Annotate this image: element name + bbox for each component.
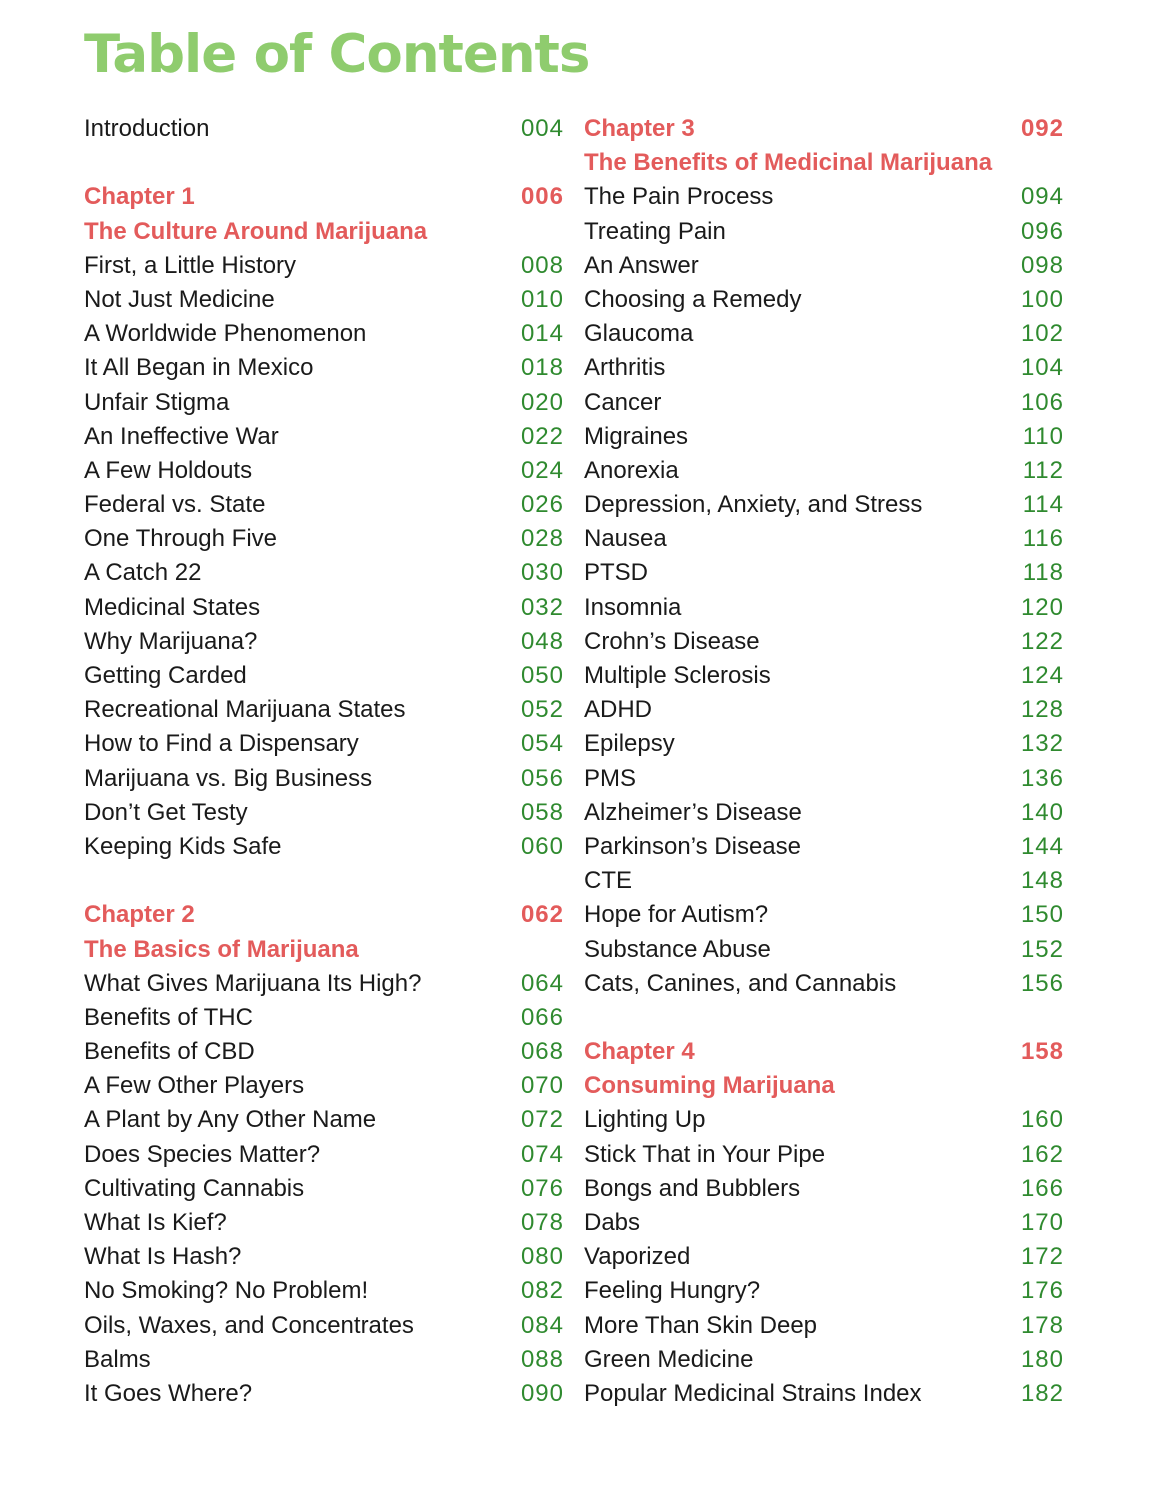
entry-title: What Is Kief?: [84, 1209, 227, 1236]
entry-title: It Goes Where?: [84, 1379, 253, 1407]
toc-entry: [584, 625, 1064, 659]
section-spacer: [584, 1001, 1064, 1035]
page-number: 176: [1020, 1277, 1064, 1305]
page-number: 048: [520, 627, 564, 655]
toc-entry: [584, 1377, 1064, 1411]
page-number: 118: [1022, 559, 1064, 587]
toc-entry: [584, 727, 1064, 761]
page-number: 076: [520, 1174, 564, 1202]
page-number: 128: [1020, 696, 1064, 724]
chapter-heading: [84, 180, 564, 214]
entry-title: The Pain Process: [584, 183, 774, 211]
page-number: 080: [520, 1243, 564, 1271]
page-number: 100: [1020, 285, 1064, 313]
entry-title: Crohn’s Disease: [584, 627, 760, 655]
chapter-label: Chapter 1: [84, 183, 195, 211]
toc-entry: [84, 556, 564, 590]
entry-title: Why Marijuana?: [84, 627, 258, 655]
toc-entry: [584, 420, 1064, 454]
toc-entry: [84, 659, 564, 693]
entry-title: Medicinal States: [84, 593, 261, 621]
page-number: 136: [1020, 764, 1064, 792]
page-number: 018: [520, 354, 564, 382]
page-number: 122: [1020, 627, 1064, 655]
page-number: 010: [520, 285, 564, 313]
toc-entry: [584, 796, 1064, 830]
page-number: 030: [520, 559, 564, 587]
page-number: 150: [1020, 901, 1064, 929]
chapter-label: Chapter 3: [584, 115, 695, 142]
toc-entry: [584, 1172, 1064, 1206]
page-number: 082: [520, 1277, 564, 1305]
page-number: 050: [520, 662, 564, 689]
entry-title: PTSD: [584, 559, 649, 587]
page-number: 182: [1020, 1379, 1064, 1407]
chapter-label: Chapter 2: [84, 901, 195, 929]
entry-title: A Catch 22: [84, 559, 202, 587]
toc-entry: [584, 1343, 1064, 1377]
chapter-heading: [584, 1035, 1064, 1069]
entry-title: Glaucoma: [584, 320, 694, 348]
chapter-title: The Basics of Marijuana: [84, 935, 359, 963]
chapter-subtitle: [584, 146, 1064, 180]
page-number: 158: [1020, 1038, 1064, 1066]
toc-entry: [84, 727, 564, 761]
page-number: 102: [1020, 320, 1064, 348]
entry-title: Oils, Waxes, and Concentrates: [84, 1311, 414, 1339]
page-number: 148: [1020, 867, 1064, 895]
toc-entry: [584, 317, 1064, 351]
toc-entry: [84, 1343, 564, 1377]
page-number: 132: [1020, 730, 1064, 758]
toc-entry: [84, 386, 564, 420]
entry-title: Federal vs. State: [84, 491, 266, 519]
entry-title: Not Just Medicine: [84, 285, 275, 313]
toc-entry: [84, 112, 564, 146]
entry-title: A Worldwide Phenomenon: [84, 320, 367, 348]
toc-entry: [584, 1206, 1064, 1240]
toc-entry: [84, 249, 564, 283]
section-spacer: [84, 864, 564, 898]
page-number: 160: [1020, 1106, 1064, 1134]
entry-title: What Is Hash?: [84, 1243, 242, 1271]
entry-title: Marijuana vs. Big Business: [84, 764, 373, 792]
toc-entry: [584, 180, 1064, 214]
page-number: 074: [520, 1140, 564, 1168]
entry-title: More Than Skin Deep: [584, 1311, 818, 1339]
page-number: 020: [520, 388, 564, 416]
page-number: 178: [1020, 1311, 1064, 1339]
chapter-heading: [584, 112, 1064, 146]
toc-entry: [84, 1172, 564, 1206]
page-number: 152: [1020, 935, 1064, 963]
toc-entry: [84, 522, 564, 556]
toc-entry: [84, 351, 564, 385]
toc-entry: [584, 762, 1064, 796]
entry-title: Don’t Get Testy: [84, 798, 248, 826]
page-number: 092: [1020, 115, 1064, 142]
page-number: 008: [520, 251, 564, 279]
entry-title: Popular Medicinal Strains Index: [584, 1379, 922, 1407]
toc-entry: [584, 830, 1064, 864]
page-number: 062: [520, 901, 564, 929]
page-number: 068: [520, 1038, 564, 1066]
chapter-subtitle: [84, 215, 564, 249]
toc-entry: [584, 1138, 1064, 1172]
page-number: 078: [520, 1209, 564, 1236]
toc-entry: [584, 283, 1064, 317]
page-number: 120: [1020, 593, 1064, 621]
entry-title: Migraines: [584, 422, 689, 450]
entry-title: One Through Five: [84, 525, 277, 553]
page-number: 144: [1020, 832, 1064, 860]
entry-title: Vaporized: [584, 1243, 691, 1271]
chapter-heading: [84, 898, 564, 932]
toc-entry: [84, 488, 564, 522]
toc-entry: [584, 351, 1064, 385]
entry-title: Benefits of THC: [84, 1003, 253, 1031]
entry-title: Cultivating Cannabis: [84, 1174, 305, 1202]
entry-title: ADHD: [584, 696, 653, 724]
page-number: 104: [1020, 354, 1064, 382]
chapter-title: Consuming Marijuana: [584, 1072, 835, 1100]
toc-entry: [84, 1035, 564, 1069]
page-number: 124: [1020, 662, 1064, 689]
entry-title: First, a Little History: [84, 251, 297, 279]
entry-title: No Smoking? No Problem!: [84, 1277, 369, 1305]
toc-entry: [584, 898, 1064, 932]
page-number: 022: [520, 422, 564, 450]
page-number: 166: [1020, 1174, 1064, 1202]
entry-title: PMS: [584, 764, 637, 792]
page-number: 156: [1020, 969, 1064, 997]
chapter-subtitle: [584, 1069, 1064, 1103]
toc-entry: [584, 215, 1064, 249]
entry-title: How to Find a Dispensary: [84, 730, 359, 758]
entry-title: Bongs and Bubblers: [584, 1174, 801, 1202]
entry-title: Cats, Canines, and Cannabis: [584, 969, 897, 997]
entry-title: Epilepsy: [584, 730, 675, 758]
entry-title: A Plant by Any Other Name: [84, 1106, 377, 1134]
toc-entry: [84, 1069, 564, 1103]
page-number: 096: [1020, 217, 1064, 245]
page-number: 110: [1022, 422, 1064, 450]
entry-title: Balms: [84, 1345, 151, 1373]
page-number: 026: [520, 491, 564, 519]
entry-title: An Answer: [584, 251, 699, 279]
entry-title: A Few Other Players: [84, 1072, 305, 1100]
entry-title: Introduction: [84, 115, 210, 142]
toc-entry: [84, 762, 564, 796]
toc-entry: [84, 1274, 564, 1308]
entry-title: Depression, Anxiety, and Stress: [584, 491, 923, 519]
page-number: 032: [520, 593, 564, 621]
chapter-subtitle: [84, 933, 564, 967]
entry-title: It All Began in Mexico: [84, 354, 314, 382]
toc-entry: [584, 556, 1064, 590]
page-number: 170: [1020, 1209, 1064, 1236]
page-number: 060: [520, 832, 564, 860]
entry-title: Keeping Kids Safe: [84, 832, 282, 860]
page-number: 006: [520, 183, 564, 211]
toc-right-column: [584, 112, 1064, 1411]
page-number: 058: [520, 798, 564, 826]
toc-entry: [84, 1138, 564, 1172]
page-number: 112: [1022, 456, 1064, 484]
toc-entry: [584, 454, 1064, 488]
page-number: 054: [520, 730, 564, 758]
chapter-title: The Benefits of Medicinal Marijuana: [584, 149, 993, 177]
toc-entry: [84, 454, 564, 488]
toc-entry: [84, 796, 564, 830]
entry-title: Nausea: [584, 525, 667, 553]
entry-title: What Gives Marijuana Its High?: [84, 969, 422, 997]
toc-entry: [584, 1309, 1064, 1343]
chapter-label: Chapter 4: [584, 1038, 695, 1066]
toc-entry: [84, 317, 564, 351]
toc-left-column: [84, 112, 564, 1411]
entry-title: Recreational Marijuana States: [84, 696, 406, 724]
page-number: 094: [1020, 183, 1064, 211]
entry-title: Hope for Autism?: [584, 901, 769, 929]
entry-title: Feeling Hungry?: [584, 1277, 761, 1305]
entry-title: Unfair Stigma: [84, 388, 230, 416]
toc-entry: [84, 1377, 564, 1411]
entry-title: CTE: [584, 867, 632, 895]
entry-title: An Ineffective War: [84, 422, 279, 450]
toc-entry: [584, 1240, 1064, 1274]
page-number: 114: [1022, 491, 1064, 519]
toc-entry: [84, 283, 564, 317]
page-number: 084: [520, 1311, 564, 1339]
toc-entry: [584, 967, 1064, 1001]
toc-entry: [84, 1206, 564, 1240]
page-number: 070: [520, 1072, 564, 1100]
toc-entry: [584, 1103, 1064, 1137]
toc-entry: [584, 1274, 1064, 1308]
page-number: 140: [1020, 798, 1064, 826]
entry-title: Getting Carded: [84, 662, 247, 689]
toc-entry: [84, 1240, 564, 1274]
entry-title: Green Medicine: [584, 1345, 754, 1373]
entry-title: Stick That in Your Pipe: [584, 1140, 826, 1168]
toc-entry: [84, 830, 564, 864]
entry-title: Lighting Up: [584, 1106, 706, 1134]
page-number: 014: [520, 320, 564, 348]
page-number: 052: [520, 696, 564, 724]
toc-entry: [84, 967, 564, 1001]
page-number: 116: [1022, 525, 1064, 553]
page-number: 066: [520, 1003, 564, 1031]
toc-entry: [584, 522, 1064, 556]
toc-entry: [84, 1103, 564, 1137]
page-number: 004: [520, 115, 564, 142]
entry-title: Parkinson’s Disease: [584, 832, 801, 860]
entry-title: Alzheimer’s Disease: [584, 798, 802, 826]
entry-title: Multiple Sclerosis: [584, 662, 771, 689]
toc-entry: [84, 420, 564, 454]
toc-entry: [584, 933, 1064, 967]
chapter-title: The Culture Around Marijuana: [84, 217, 428, 245]
toc-entry: [84, 625, 564, 659]
toc-entry: [584, 488, 1064, 522]
toc-entry: [84, 591, 564, 625]
entry-title: Arthritis: [584, 354, 666, 382]
entry-title: Does Species Matter?: [84, 1140, 321, 1168]
toc-entry: [584, 864, 1064, 898]
entry-title: Dabs: [584, 1209, 641, 1236]
page-title: Table of Contents: [84, 24, 590, 85]
page-number: 106: [1020, 388, 1064, 416]
page-number: 072: [520, 1106, 564, 1134]
entry-title: Treating Pain: [584, 217, 726, 245]
toc-entry: [84, 693, 564, 727]
toc-entry: [584, 249, 1064, 283]
page-number: 098: [1020, 251, 1064, 279]
entry-title: Cancer: [584, 388, 662, 416]
entry-title: Choosing a Remedy: [584, 285, 802, 313]
entry-title: Benefits of CBD: [84, 1038, 255, 1066]
page-number: 180: [1020, 1345, 1064, 1373]
page-number: 088: [520, 1345, 564, 1373]
toc-entry: [584, 591, 1064, 625]
page-number: 064: [520, 969, 564, 997]
page-number: 162: [1020, 1140, 1064, 1168]
toc-entry: [584, 693, 1064, 727]
page-number: 090: [520, 1379, 564, 1407]
entry-title: A Few Holdouts: [84, 456, 253, 484]
toc-entry: [84, 1309, 564, 1343]
toc-entry: [584, 659, 1064, 693]
page-number: 056: [520, 764, 564, 792]
page-number: 024: [520, 456, 564, 484]
entry-title: Substance Abuse: [584, 935, 771, 963]
toc-entry: [584, 386, 1064, 420]
toc-entry: [84, 1001, 564, 1035]
entry-title: Anorexia: [584, 456, 679, 484]
section-spacer: [84, 146, 564, 180]
entry-title: Insomnia: [584, 593, 682, 621]
page-number: 172: [1020, 1243, 1064, 1271]
page-number: 028: [520, 525, 564, 553]
